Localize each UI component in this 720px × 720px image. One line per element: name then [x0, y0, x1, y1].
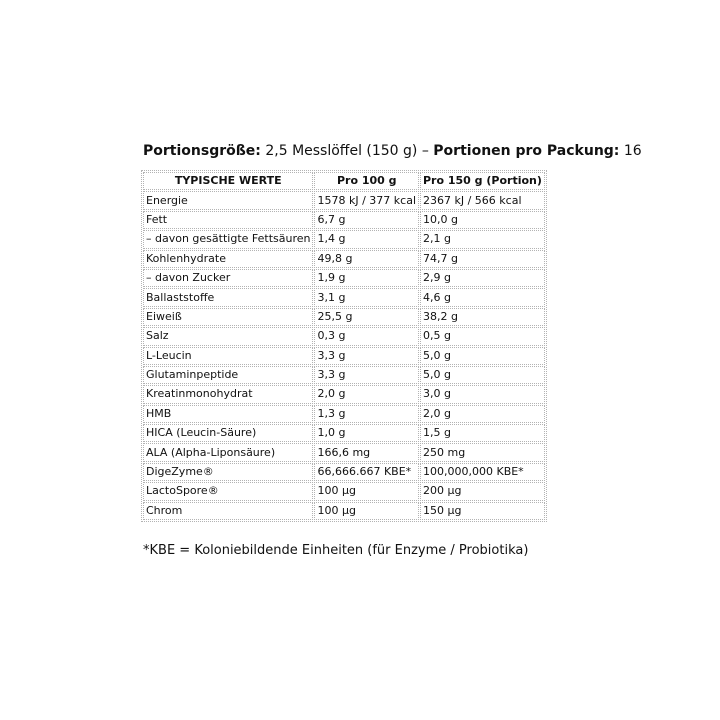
value-per-150g: 5,0 g	[420, 366, 545, 384]
value-per-100g: 100 µg	[314, 502, 419, 520]
table-row	[143, 327, 545, 345]
value-per-150g: 1,5 g	[420, 424, 545, 442]
value-per-100g: 3,1 g	[314, 288, 419, 306]
table-row	[143, 347, 545, 365]
value-per-150g: 2,1 g	[420, 230, 545, 248]
nutrient-name: Kreatinmonohydrat	[143, 385, 313, 403]
servings-count-value: 16	[619, 143, 642, 159]
nutrient-name: L-Leucin	[143, 347, 313, 365]
value-per-100g: 25,5 g	[314, 308, 419, 326]
table-row	[143, 482, 545, 500]
header-typical-values: TYPISCHE WERTE	[143, 172, 313, 190]
serving-size-label: Portionsgröße:	[143, 143, 261, 159]
header-per-150g: Pro 150 g (Portion)	[420, 172, 545, 190]
value-per-100g: 3,3 g	[314, 366, 419, 384]
value-per-100g: 2,0 g	[314, 385, 419, 403]
value-per-100g: 1578 kJ / 377 kcal	[314, 191, 419, 209]
servings-count-label: Portionen pro Packung:	[433, 143, 620, 159]
value-per-100g: 66,666.667 KBE*	[314, 463, 419, 481]
footnote: *KBE = Koloniebildende Einheiten (für Enzyme / Probiotika)	[143, 543, 529, 558]
table-row	[143, 443, 545, 461]
serving-size-value: 2,5 Messlöffel (150 g) –	[260, 143, 434, 159]
serving-info	[143, 143, 642, 159]
nutrient-name: ALA (Alpha-Liponsäure)	[143, 443, 313, 461]
value-per-100g: 3,3 g	[314, 347, 419, 365]
nutrient-name: LactoSpore®	[143, 482, 313, 500]
value-per-150g: 2,9 g	[420, 269, 545, 287]
nutrient-name: Glutaminpeptide	[143, 366, 313, 384]
table-row	[143, 288, 545, 306]
value-per-150g: 10,0 g	[420, 211, 545, 229]
nutrient-name: HMB	[143, 405, 313, 423]
nutrient-name: HICA (Leucin-Säure)	[143, 424, 313, 442]
value-per-100g: 1,9 g	[314, 269, 419, 287]
value-per-150g: 2,0 g	[420, 405, 545, 423]
nutrient-name: Energie	[143, 191, 313, 209]
nutrition-table	[141, 170, 547, 522]
table-row	[143, 191, 545, 209]
value-per-100g: 0,3 g	[314, 327, 419, 345]
value-per-100g: 1,0 g	[314, 424, 419, 442]
nutrient-name: – davon gesättigte Fettsäuren	[143, 230, 313, 248]
value-per-100g: 6,7 g	[314, 211, 419, 229]
table-row	[143, 405, 545, 423]
nutrient-name: Chrom	[143, 502, 313, 520]
value-per-100g: 49,8 g	[314, 250, 419, 268]
table-row	[143, 211, 545, 229]
value-per-150g: 3,0 g	[420, 385, 545, 403]
table-row	[143, 463, 545, 481]
value-per-100g: 166,6 mg	[314, 443, 419, 461]
value-per-150g: 4,6 g	[420, 288, 545, 306]
table-row	[143, 502, 545, 520]
nutrient-name: DigeZyme®	[143, 463, 313, 481]
table-row	[143, 424, 545, 442]
table-row	[143, 230, 545, 248]
value-per-100g: 1,3 g	[314, 405, 419, 423]
table-header-row	[143, 172, 545, 190]
table-row	[143, 385, 545, 403]
table-row	[143, 269, 545, 287]
value-per-150g: 5,0 g	[420, 347, 545, 365]
header-per-100g: Pro 100 g	[314, 172, 419, 190]
value-per-150g: 100,000,000 KBE*	[420, 463, 545, 481]
nutrient-name: Fett	[143, 211, 313, 229]
value-per-150g: 2367 kJ / 566 kcal	[420, 191, 545, 209]
value-per-150g: 150 µg	[420, 502, 545, 520]
nutrient-name: Ballaststoffe	[143, 288, 313, 306]
table-row	[143, 250, 545, 268]
value-per-150g: 0,5 g	[420, 327, 545, 345]
value-per-100g: 100 µg	[314, 482, 419, 500]
nutrient-name: – davon Zucker	[143, 269, 313, 287]
value-per-150g: 38,2 g	[420, 308, 545, 326]
table-row	[143, 366, 545, 384]
table-row	[143, 308, 545, 326]
value-per-150g: 74,7 g	[420, 250, 545, 268]
value-per-150g: 250 mg	[420, 443, 545, 461]
nutrient-name: Salz	[143, 327, 313, 345]
nutrient-name: Kohlenhydrate	[143, 250, 313, 268]
value-per-100g: 1,4 g	[314, 230, 419, 248]
value-per-150g: 200 µg	[420, 482, 545, 500]
nutrient-name: Eiweiß	[143, 308, 313, 326]
